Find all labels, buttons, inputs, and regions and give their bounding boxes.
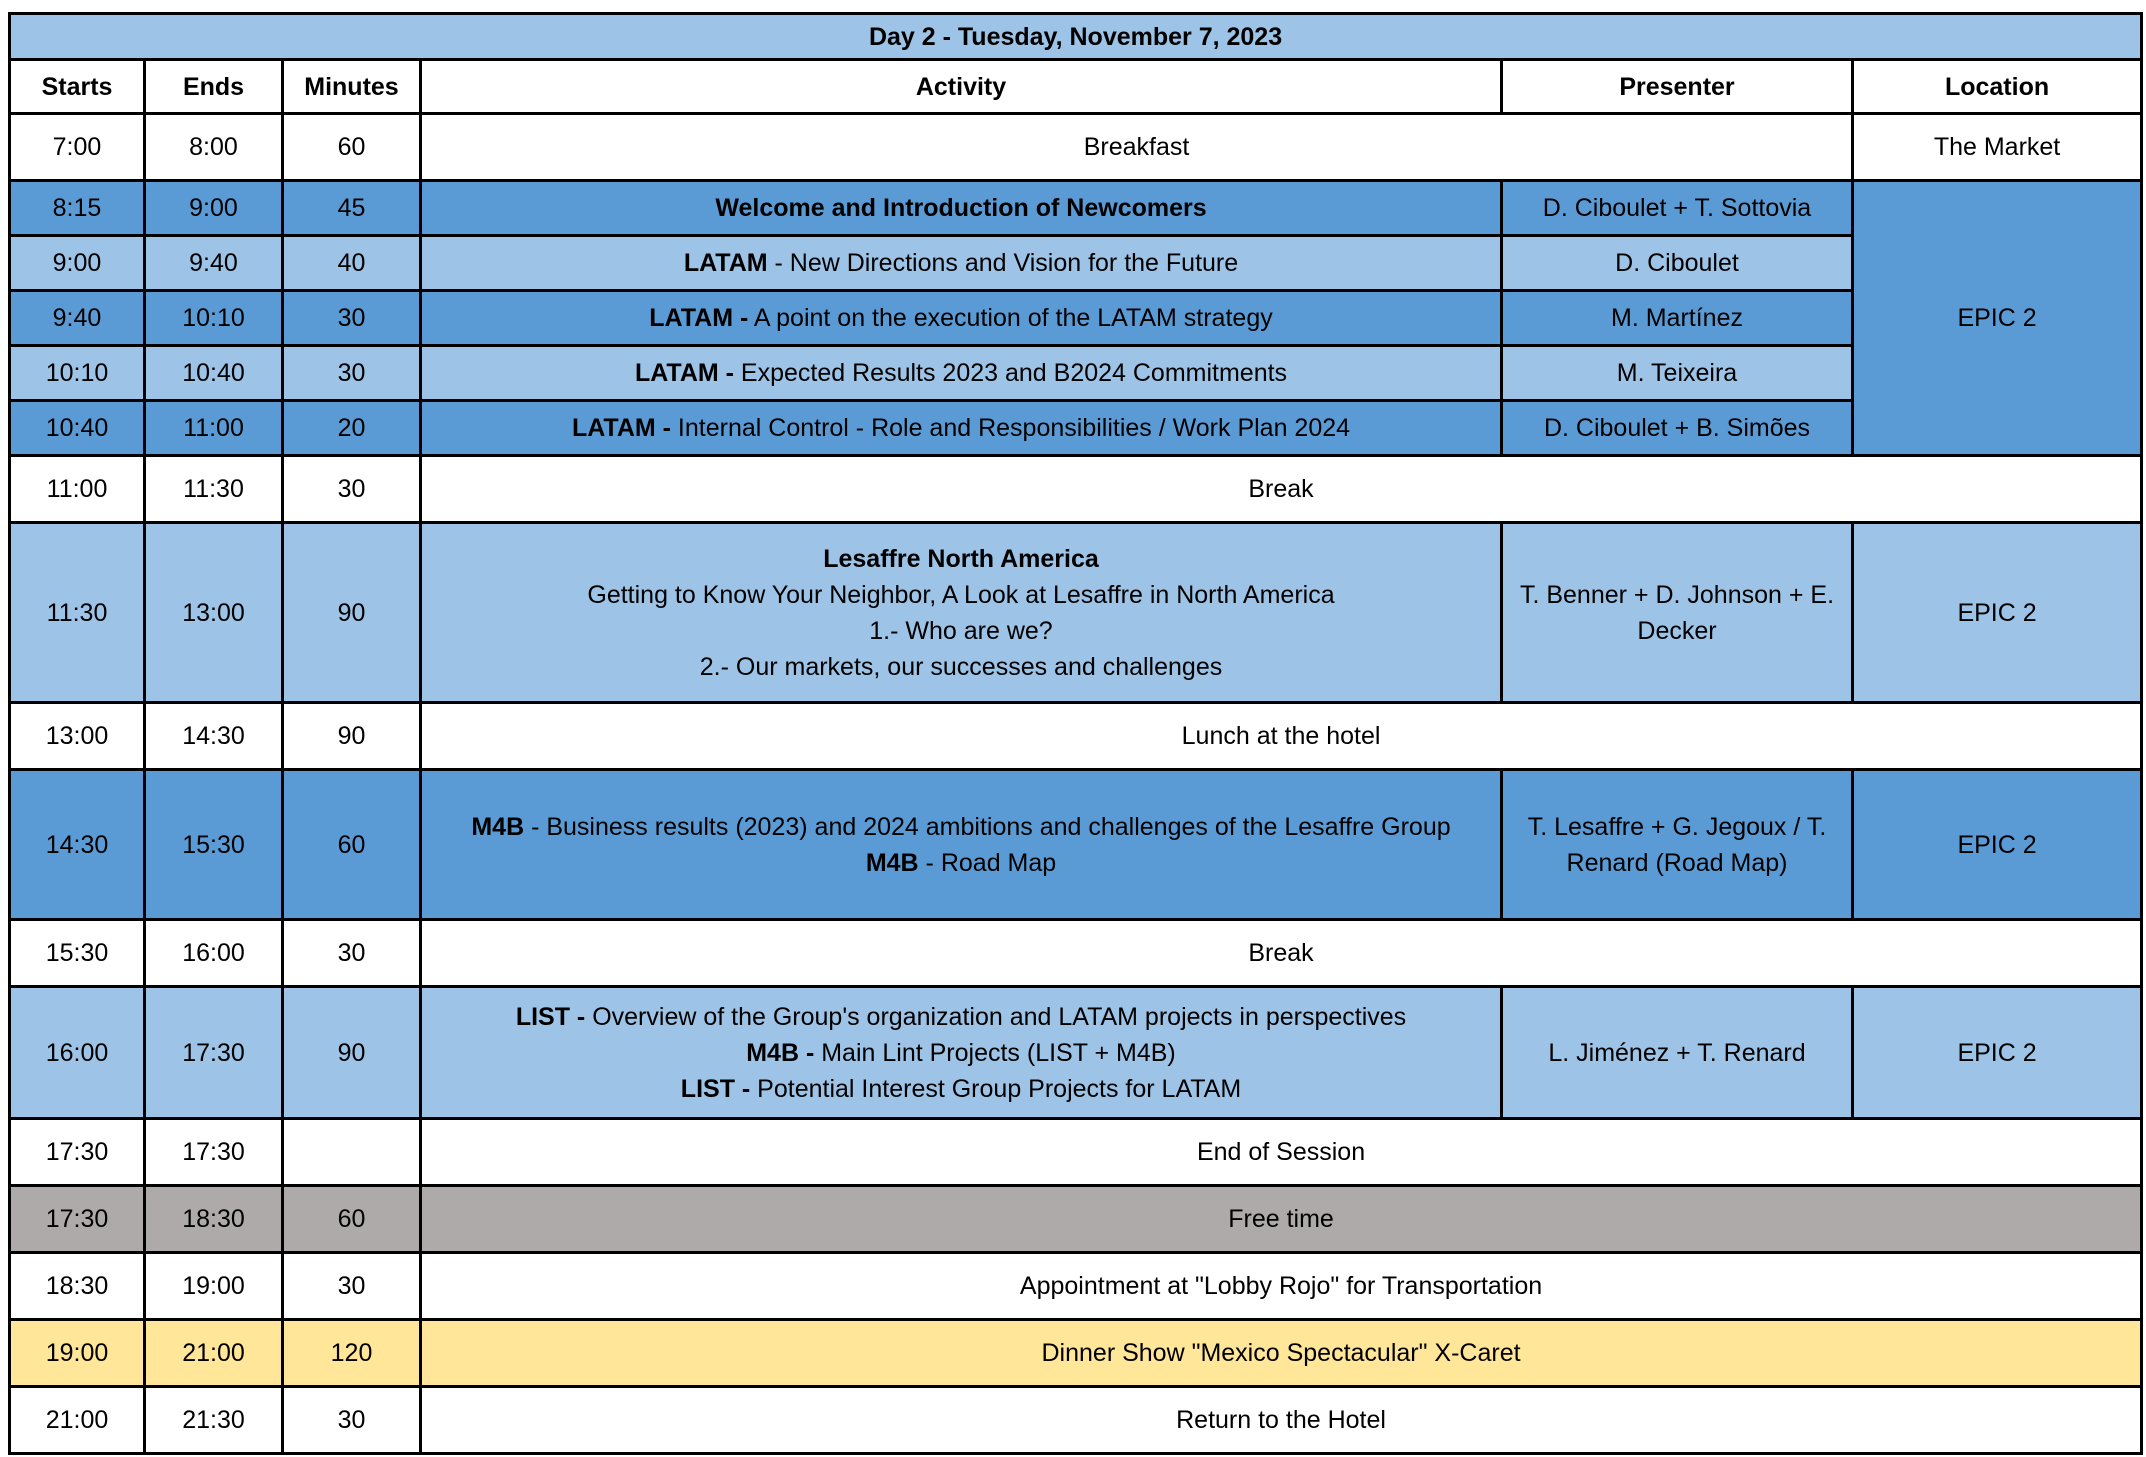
end-time: 14:30 [145,703,283,770]
table-row [10,1387,2142,1454]
end-time: 11:30 [145,456,283,523]
start-time: 16:00 [10,987,145,1119]
activity-text: Overview of the Group's organization and LATAM projects in perspectives [585,1002,1407,1031]
header-location: Location [1853,60,2142,114]
presenter: M. Martínez [1502,291,1853,346]
start-time: 8:15 [10,181,145,236]
minutes: 90 [283,703,421,770]
table-row [10,1186,2142,1253]
minutes: 60 [283,770,421,920]
activity: Break [421,920,2142,987]
table-row [10,770,2142,920]
start-time: 9:40 [10,291,145,346]
location: EPIC 2 [1853,987,2142,1119]
activity: Return to the Hotel [421,1387,2142,1454]
activity: Break [421,456,2142,523]
minutes: 90 [283,987,421,1119]
header-presenter: Presenter [1502,60,1853,114]
location: EPIC 2 [1853,523,2142,703]
minutes: 90 [283,523,421,703]
minutes: 30 [283,1387,421,1454]
end-time: 19:00 [145,1253,283,1320]
end-time: 10:10 [145,291,283,346]
activity-line: 1.- Who are we? [869,616,1053,645]
presenter: L. Jiménez + T. Renard [1502,987,1853,1119]
activity-keyword: M4B [471,812,525,841]
table-row [10,987,2142,1119]
minutes: 45 [283,181,421,236]
activity [421,987,1502,1119]
table-row [10,401,2142,456]
start-time: 19:00 [10,1320,145,1387]
header-starts: Starts [10,60,145,114]
minutes [283,1119,421,1186]
minutes: 60 [283,114,421,181]
minutes: 30 [283,920,421,987]
day-title: Day 2 - Tuesday, November 7, 2023 [10,14,2142,60]
minutes: 40 [283,236,421,291]
presenter: M. Teixeira [1502,346,1853,401]
activity: Dinner Show "Mexico Spectacular" X-Caret [421,1320,2142,1387]
start-time: 10:10 [10,346,145,401]
activity-text: Potential Interest Group Projects for LATAM [750,1074,1242,1103]
end-time: 17:30 [145,987,283,1119]
activity-text: - Road Map [918,848,1057,877]
end-time: 15:30 [145,770,283,920]
start-time: 18:30 [10,1253,145,1320]
activity-text: - Business results (2023) and 2024 ambitions and challenges of the Lesaffre Group [524,812,1451,841]
activity [421,770,1502,920]
activity: Appointment at "Lobby Rojo" for Transportation [421,1253,2142,1320]
activity-keyword: M4B - [746,1038,815,1067]
activity: Free time [421,1186,2142,1253]
minutes: 30 [283,1253,421,1320]
activity: End of Session [421,1119,2142,1186]
minutes: 30 [283,456,421,523]
header-ends: Ends [145,60,283,114]
end-time: 9:40 [145,236,283,291]
minutes: 60 [283,1186,421,1253]
activity-keyword: LATAM [683,249,768,277]
header-activity: Activity [421,60,1502,114]
location: EPIC 2 [1853,770,2142,920]
start-time: 11:30 [10,523,145,703]
activity-keyword: LIST - [515,1002,586,1031]
end-time: 10:40 [145,346,283,401]
activity-title: Welcome and Introduction of Newcomers [715,194,1207,222]
table-row [10,346,2142,401]
activity-keyword: LATAM - [634,359,734,387]
start-time: 7:00 [10,114,145,181]
table-row [10,920,2142,987]
minutes: 120 [283,1320,421,1387]
end-time: 13:00 [145,523,283,703]
minutes: 20 [283,401,421,456]
start-time: 21:00 [10,1387,145,1454]
location: The Market [1853,114,2142,181]
activity [421,181,1502,236]
activity-text: Main Lint Projects (LIST + M4B) [814,1038,1176,1067]
activity [421,291,1502,346]
presenter: D. Ciboulet + B. Simões [1502,401,1853,456]
start-time: 13:00 [10,703,145,770]
activity-keyword: LATAM - [571,414,671,442]
start-time: 11:00 [10,456,145,523]
minutes: 30 [283,291,421,346]
activity: Breakfast [421,114,1853,181]
start-time: 15:30 [10,920,145,987]
activity-keyword: M4B [865,848,919,877]
activity [421,523,1502,703]
activity [421,401,1502,456]
schedule-table [8,12,2143,1455]
activity-keyword: LIST - [680,1074,751,1103]
activity-line: 2.- Our markets, our successes and challenges [699,652,1223,681]
header-minutes: Minutes [283,60,421,114]
end-time: 18:30 [145,1186,283,1253]
end-time: 21:00 [145,1320,283,1387]
activity-text: A point on the execution of the LATAM strategy [748,304,1273,332]
activity: Lunch at the hotel [421,703,2142,770]
table-row [10,291,2142,346]
end-time: 9:00 [145,181,283,236]
end-time: 17:30 [145,1119,283,1186]
end-time: 16:00 [145,920,283,987]
activity-text: Expected Results 2023 and B2024 Commitments [733,359,1288,387]
start-time: 14:30 [10,770,145,920]
presenter: T. Lesaffre + G. Jegoux / T. Renard (Road Map) [1502,770,1853,920]
end-time: 21:30 [145,1387,283,1454]
table-row [10,456,2142,523]
activity-line: Getting to Know Your Neighbor, A Look at Lesaffre in North America [587,580,1335,609]
start-time: 9:00 [10,236,145,291]
activity-text: Internal Control - Role and Responsibilities / Work Plan 2024 [670,414,1351,442]
activity [421,346,1502,401]
table-row [10,703,2142,770]
table-row [10,236,2142,291]
table-row [10,1320,2142,1387]
presenter: D. Ciboulet + T. Sottovia [1502,181,1853,236]
activity-title: Lesaffre North America [823,544,1099,573]
presenter: T. Benner + D. Johnson + E. Decker [1502,523,1853,703]
table-row [10,523,2142,703]
table-row [10,1253,2142,1320]
start-time: 17:30 [10,1186,145,1253]
location: EPIC 2 [1853,181,2142,456]
end-time: 8:00 [145,114,283,181]
table-row [10,114,2142,181]
activity [421,236,1502,291]
start-time: 10:40 [10,401,145,456]
minutes: 30 [283,346,421,401]
table-row [10,181,2142,236]
table-row [10,1119,2142,1186]
activity-keyword: LATAM - [649,304,749,332]
presenter: D. Ciboulet [1502,236,1853,291]
activity-text: - New Directions and Vision for the Future [767,249,1239,277]
end-time: 11:00 [145,401,283,456]
start-time: 17:30 [10,1119,145,1186]
